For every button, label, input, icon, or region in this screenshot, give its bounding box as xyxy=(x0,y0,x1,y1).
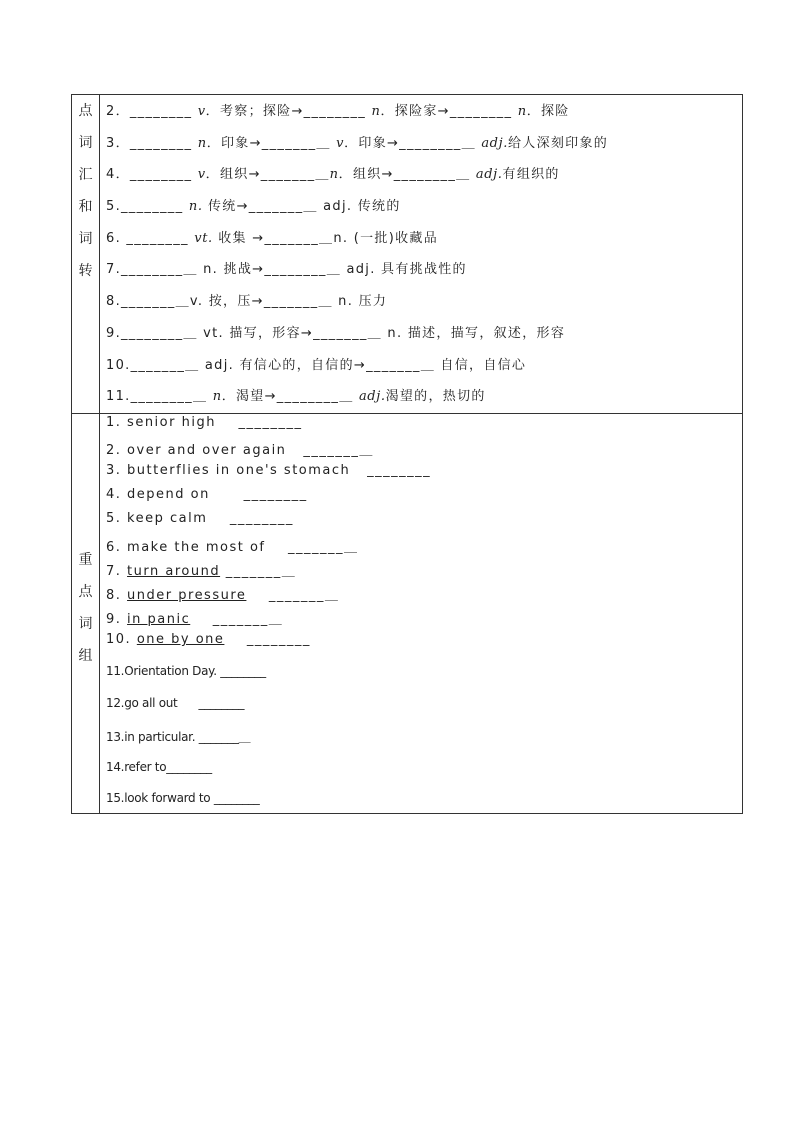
phrase-text: Orientation Day. xyxy=(124,664,217,678)
vocab-text: 2．________ xyxy=(106,104,198,119)
answer-blank[interactable]: ________ xyxy=(350,463,432,478)
answer-blank[interactable]: _______＿ xyxy=(246,588,340,603)
phrase-row xyxy=(106,463,431,478)
phrase-number: 13. xyxy=(106,730,125,744)
part-of-speech: n xyxy=(517,104,527,119)
phrase-number: 4. xyxy=(106,487,128,502)
part-of-speech: n. xyxy=(188,199,203,215)
phrase-text: refer to xyxy=(124,760,167,774)
part-of-speech: v xyxy=(336,135,345,151)
answer-blank[interactable]: ________ xyxy=(177,696,245,710)
vocab-text: 8._______＿v. 按，压→_______＿ n. 压力 xyxy=(106,294,388,310)
phrase-row xyxy=(106,632,311,647)
part-of-speech: n xyxy=(212,389,222,405)
answer-blank[interactable]: ________ xyxy=(215,415,303,430)
part-of-speech: adj. xyxy=(358,389,386,405)
label-char: 点 xyxy=(78,103,93,119)
part-of-speech: n xyxy=(371,104,381,119)
phrase-number: 3. xyxy=(106,463,128,478)
phrase-row xyxy=(106,791,259,805)
phrase-number: 9. xyxy=(106,612,128,627)
vocab-text: 3．________ xyxy=(106,135,198,151)
vocab-row xyxy=(106,254,738,286)
phrase-text: over and over again xyxy=(127,443,287,458)
phrase-number: 7. xyxy=(106,564,128,579)
phrase-row xyxy=(106,584,339,603)
phrase-number: 2. xyxy=(106,443,128,458)
part-of-speech: n xyxy=(329,167,339,183)
vocabulary-table xyxy=(71,94,743,814)
phrase-number: 1. xyxy=(106,415,128,430)
phrase-row xyxy=(106,664,266,678)
vocab-row xyxy=(106,318,738,350)
label-char: 转 xyxy=(78,263,93,279)
phrase-text: butterflies in one's stomach xyxy=(127,463,351,478)
phrase-text: one by one xyxy=(136,632,225,647)
vocab-row xyxy=(106,381,738,413)
part-of-speech: adj. xyxy=(481,135,508,151)
label-char: 词 xyxy=(78,231,93,247)
vocab-text: 11.________＿ xyxy=(106,389,213,405)
label-char: 和 xyxy=(78,199,93,215)
vocab-text: 9.________＿ vt. 描写，形容→_______＿ n. 描述，描写，叙述，形容 xyxy=(106,325,566,341)
phrase-row xyxy=(106,760,212,774)
phrase-row xyxy=(106,487,308,502)
vocab-text: ．渴望→________＿ xyxy=(221,389,359,405)
vocab-text: 传统→_______＿ adj. 传统的 xyxy=(202,199,401,215)
vocab-text: ．组织→_______＿ xyxy=(205,167,330,183)
answer-blank[interactable]: _______＿ xyxy=(190,612,284,627)
section-label-phrases xyxy=(72,544,99,672)
phrase-row xyxy=(106,696,244,710)
vocab-text: 10._______＿ adj. 有信心的，自信的→_______＿ 自信，自信心 xyxy=(106,357,527,373)
answer-blank[interactable]: ________ xyxy=(207,511,294,526)
phrase-text: turn around xyxy=(127,564,221,579)
phrase-text: look forward to xyxy=(124,791,211,805)
vocab-row xyxy=(106,286,738,318)
vocab-text: 6. ________ xyxy=(106,230,195,246)
vocab-row xyxy=(106,223,738,255)
phrase-row xyxy=(106,415,302,430)
vocab-text: 4．________ xyxy=(106,167,198,183)
phrase-text: make the most of xyxy=(127,540,266,555)
vocab-row xyxy=(106,96,738,128)
vocab-text: 有组织的 xyxy=(502,167,560,183)
vocab-text: ．考察；探险→________ xyxy=(205,104,372,119)
label-char: 词 xyxy=(78,616,93,632)
phrase-number: 6. xyxy=(106,540,128,555)
phrase-text: senior high xyxy=(127,415,216,430)
label-char: 点 xyxy=(78,584,93,600)
answer-blank[interactable]: ________ xyxy=(166,760,212,774)
phrase-text: keep calm xyxy=(127,511,208,526)
phrase-text: under pressure xyxy=(127,588,247,603)
part-of-speech: v xyxy=(197,167,206,183)
label-char: 重 xyxy=(78,552,93,568)
answer-blank[interactable]: _______＿ xyxy=(220,564,297,579)
phrase-number: 10. xyxy=(106,632,137,647)
phrase-row xyxy=(106,728,250,745)
part-of-speech: vt. xyxy=(194,230,213,246)
label-char: 词 xyxy=(78,135,93,151)
label-char: 组 xyxy=(78,648,93,664)
vocab-text: 给人深刻印象的 xyxy=(507,135,609,151)
section-label-vocabulary xyxy=(72,95,99,287)
phrase-text: in panic xyxy=(127,612,191,627)
phrase-number: 14. xyxy=(106,760,125,774)
answer-blank[interactable]: ________ xyxy=(209,487,308,502)
vocab-row xyxy=(106,128,738,160)
section-divider xyxy=(72,413,742,414)
part-of-speech: n xyxy=(197,135,207,151)
phrase-number: 5. xyxy=(106,511,128,526)
column-divider xyxy=(99,95,100,813)
vocab-row xyxy=(106,350,738,382)
answer-blank[interactable]: _______＿ xyxy=(265,540,359,555)
phrase-number: 12. xyxy=(106,696,125,710)
phrase-text: depend on xyxy=(127,487,210,502)
vocab-text: ．印象→_______＿ xyxy=(206,135,337,151)
phrase-row xyxy=(106,608,283,627)
vocab-rows xyxy=(106,96,738,413)
vocab-text: ．探险家→________ xyxy=(380,104,518,119)
answer-blank[interactable]: _______＿ xyxy=(195,730,251,744)
answer-blank[interactable]: ________ xyxy=(210,791,260,805)
vocab-text: 7.________＿ n. 挑战→________＿ adj. 具有挑战性的 xyxy=(106,262,467,278)
answer-blank[interactable]: _______＿ xyxy=(286,443,374,458)
vocab-row xyxy=(106,159,738,191)
label-char: 汇 xyxy=(78,167,93,183)
phrase-row xyxy=(106,560,296,579)
answer-blank[interactable]: ________ xyxy=(224,632,311,647)
vocab-text: ．印象→________＿ xyxy=(344,135,482,151)
phrase-row xyxy=(106,536,359,555)
phrase-number: 8. xyxy=(106,588,128,603)
vocab-text: ．探险 xyxy=(526,104,570,119)
phrase-row xyxy=(106,439,374,458)
vocab-row xyxy=(106,191,738,223)
part-of-speech: adj. xyxy=(475,167,503,183)
phrase-row xyxy=(106,511,294,526)
vocab-text: 渴望的，热切的 xyxy=(385,389,486,405)
answer-blank[interactable]: ________ xyxy=(216,664,266,678)
phrase-number: 11. xyxy=(106,664,125,678)
phrase-text: go all out xyxy=(124,696,178,710)
vocab-text: ．组织→________＿ xyxy=(338,167,476,183)
vocab-text: 收集 →_______＿n. (一批)收藏品 xyxy=(212,230,439,246)
vocab-text: 5.________ xyxy=(106,199,189,215)
phrase-number: 15. xyxy=(106,791,125,805)
phrase-text: in particular. xyxy=(124,730,196,744)
part-of-speech: v xyxy=(197,104,206,119)
